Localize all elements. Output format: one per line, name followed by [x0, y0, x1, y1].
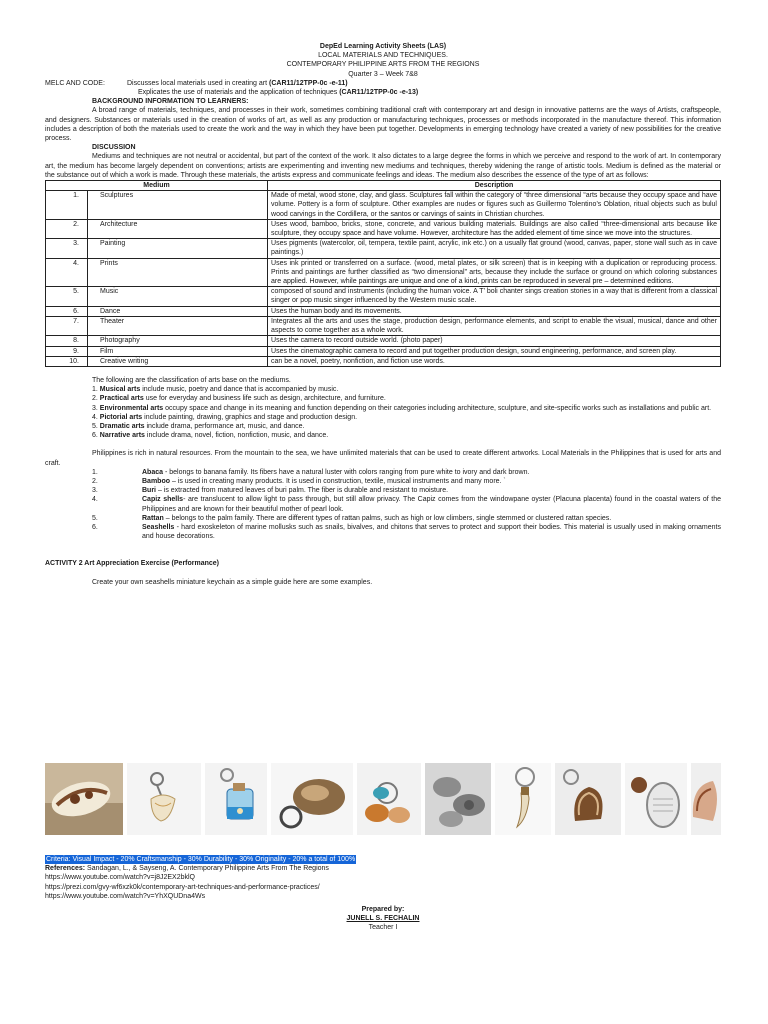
medium-name: Sculptures	[88, 191, 268, 220]
seashell-icon	[45, 763, 123, 835]
list-item	[45, 468, 721, 477]
table-row	[46, 306, 721, 316]
table-row	[46, 356, 721, 366]
subject-title: CONTEMPORARY PHILIPPINE ARTS FROM THE REGIONS	[286, 61, 480, 69]
medium-number: 10.	[46, 356, 88, 366]
reference-link[interactable]: https://www.youtube.com/watch?v=YhXQUDna4Ws	[45, 892, 206, 900]
preparer-name: JUNELL S. FECHALIN	[346, 915, 420, 923]
list-item	[45, 394, 721, 403]
item-number: 2.	[92, 477, 98, 485]
bottle-keychain-icon	[205, 763, 267, 835]
melc-row-2	[45, 88, 721, 97]
item-number: 4.	[92, 413, 98, 421]
medium-description: Uses the cinematographic camera to record and put together production design, sound engineering, performance, and screen play.	[268, 346, 721, 356]
classification-list	[45, 385, 721, 440]
melc-code-2: (CAR11/12TPP-0c -e-13)	[339, 89, 419, 97]
discussion-text: Mediums and techniques are not neutral or accidental, but part of the context of the work. It also dictates to a large degree the forms in which we perceive and respond to the work of art. In contemporary art, the medium has become largely dependent on conventions; artists are experimenting and inventing new mediums and techniques, thereby widening the range of artistic tools. Medium is defined as the material or the substance out of which a work is made. Through these materials, the artists express and communicate feelings and ideas. The medium also describes the essence of the type of art as follows:	[45, 153, 721, 179]
col-description-header: Description	[268, 181, 721, 191]
medium-name: Photography	[88, 336, 268, 346]
medium-number: 8.	[46, 336, 88, 346]
reference-link[interactable]: https://prezi.com/gvy-wf6xzk0k/contemporary-art-techniques-and-performance-practices/	[45, 883, 320, 891]
reference-link[interactable]: https://www.youtube.com/watch?v=j8J2EX2bklQ	[45, 874, 195, 882]
table-row	[46, 191, 721, 220]
item-text: include drama, performance art, music, and dance.	[144, 422, 305, 430]
footer-section	[45, 855, 721, 933]
medium-description: Uses pigments (watercolor, oil, tempera, textile paint, acrylic, ink etc.) on a usually flat ground (wood, canvas, paper, stone wall such as in cave paintings.)	[268, 239, 721, 258]
melc-code-1: (CAR11/12TPP-0c -e-11)	[269, 79, 348, 87]
item-term: Rattan	[142, 514, 164, 522]
table-row	[46, 316, 721, 335]
melc-item-2: Explicates the use of materials and the application of techniques	[138, 89, 340, 97]
item-text: - hard exoskeleton of marine mollusks such as snails, bivalves, and chitons that serves to protect and support their bodies. This material is usually used in making ornaments and house decorations.	[142, 523, 721, 541]
medium-description: Made of metal, wood stone, clay, and glass. Sculptures fall within the category of “three dimensional “arts because they occupy space and have volume. Pottery is a form of sculpture. Other examples are nudes or figures such as Guillermo Tolentino’s Oblation, ritual objects such as bulul wood carvings in the Cordillera, or the santos or carvings of saints in Christian churches.	[268, 191, 721, 220]
item-number: 4.	[92, 496, 98, 504]
medium-number: 5.	[46, 287, 88, 306]
item-text: occupy space and change in its meaning and function depending on their categories including architecture, sculpture, and site-specific works such as installations and public art.	[163, 404, 712, 412]
item-text: – is used in creating many products. It is used in construction, textile, musical instruments and many more. `	[170, 477, 506, 485]
medium-description: composed of sound and instruments (including the human voice. A T’ boli chanter sings creation stories in a way that is different from a classical singer or pop music singer influenced by the Western music scale.	[268, 287, 721, 306]
tooth-keychain-icon	[495, 763, 551, 835]
item-term: Buri	[142, 487, 156, 495]
item-number: 6.	[92, 523, 98, 531]
activity-title: ACTIVITY 2 Art Appreciation Exercise (Performance)	[45, 560, 220, 568]
references-label: References:	[45, 865, 86, 873]
medium-name: Painting	[88, 239, 268, 258]
table-header-row	[46, 181, 721, 191]
background-heading: BACKGROUND INFORMATION TO LEARNERS:	[92, 98, 249, 106]
item-term: Dramatic arts	[99, 422, 145, 430]
medium-number: 1.	[46, 191, 88, 220]
medium-number: 3.	[46, 239, 88, 258]
melc-item-1: Discusses local materials used in creating art	[127, 79, 270, 87]
item-term: Bamboo	[142, 477, 170, 485]
item-number: 1.	[92, 468, 98, 476]
col-medium-header: Medium	[46, 181, 268, 191]
activity-instruction: Create your own seashells miniature keychain as a simple guide here are some examples.	[92, 578, 373, 586]
shell-keychain-icon	[127, 763, 201, 835]
item-text: include music, poetry and dance that is accompanied by music.	[140, 386, 339, 394]
materials-intro: Philippines is rich in natural resources. From the mountain to the sea, we have unlimited materials that can be used to create different artworks. Local Materials in the Philippines that is used for arts and craft.	[45, 450, 721, 467]
table-row	[46, 287, 721, 306]
medium-description: can be a novel, poetry, nonfiction, and fiction use words.	[268, 356, 721, 366]
item-term: Environmental arts	[99, 404, 164, 412]
melc-row-1	[45, 79, 721, 88]
item-number: 3.	[92, 487, 98, 495]
item-number: 5.	[92, 422, 98, 430]
item-number: 2.	[92, 395, 98, 403]
item-term: Narrative arts	[99, 432, 145, 440]
medium-number: 4.	[46, 258, 88, 287]
medium-name: Creative writing	[88, 356, 268, 366]
medium-description: Uses the camera to record outside world. (photo paper)	[268, 336, 721, 346]
table-row	[46, 336, 721, 346]
list-item	[45, 477, 721, 486]
item-text: include painting, drawing, graphics and stage and production design.	[142, 413, 358, 421]
list-item	[45, 431, 721, 440]
list-item	[45, 404, 721, 413]
medium-name: Prints	[88, 258, 268, 287]
shell-keychain-icon	[357, 763, 421, 835]
snail-keychain-icon	[555, 763, 621, 835]
item-text: - are translucent to allow light to pass through, but still allow privacy. The Capiz comes from the windowpane oyster (Placuna placenta) found in the coastal waters of the Philippines and are known for their beautiful mother of pearl look.	[142, 496, 721, 513]
item-text: include drama, novel, fiction, nonfiction, music, and dance.	[144, 432, 329, 440]
list-item	[45, 413, 721, 422]
metal-keychain-icon	[425, 763, 491, 835]
background-text: A broad range of materials, techniques, and processes in their work, sometimes combining traditional craft with contemporary art and design in innovative patterns are the ways of Artists, craftspeople, and designers. Substances or materials used in the creation of works of art, as well as any production or manufacturing techniques, processes or methods incorporated in the manufacture thereof. This information includes a description of both the materials used to create the work and the way in which they have been put together. Developments in emerging technology have created a variety of new possibilities for the creative process.	[45, 107, 721, 143]
medium-name: Music	[88, 287, 268, 306]
medium-number: 6.	[46, 306, 88, 316]
table-row	[46, 346, 721, 356]
medium-name: Architecture	[88, 219, 268, 238]
melc-label: MELC AND CODE:	[45, 79, 105, 87]
medium-description: Uses wood, bamboo, bricks, stone, concrete, and various building materials. Buildings are also called “three-dimensional arts because like sculpture, they occupy space and have volume. However, architecture has the added element of time since we move into the structures.	[268, 219, 721, 238]
item-term: Practical arts	[99, 395, 144, 403]
item-term: Musical arts	[99, 386, 141, 394]
list-item	[45, 486, 721, 495]
item-text: use for everyday and business life such as design, architecture, and furniture.	[143, 395, 386, 403]
references-text: Sandagan, L., & Sayseng, A. Contemporary Philippine Arts From The Regions	[85, 865, 329, 873]
item-text: – is extracted from matured leaves of buri palm. The fiber is durable and resistant to moisture.	[156, 487, 449, 495]
medium-number: 9.	[46, 346, 88, 356]
medium-name: Dance	[88, 306, 268, 316]
document-title: DepEd Learning Activity Sheets (LAS)	[319, 43, 447, 50]
materials-list	[45, 468, 721, 542]
table-row	[46, 258, 721, 287]
criteria-text: Criteria: Visual Impact - 20% Craftsmanship - 30% Durability - 30% Originality - 20% a total of 100%	[46, 856, 356, 863]
item-number: 6.	[92, 432, 98, 440]
medium-description: Uses ink printed or transferred on a surface. (wood, metal plates, or silk screen) that is in keeping with a duplication or reproducing process. Prints and paintings are further classified as “two dimensional” arts, because they include the surface or ground on which coloring substances are applied. However, while paintings are unique and one of a kind, prints can be reproduced in several pre – determined editions.	[268, 258, 721, 287]
medium-description: Uses the human body and its movements.	[268, 306, 721, 316]
medium-table	[45, 180, 721, 367]
classification-intro: The following are the classification of arts base on the mediums.	[92, 376, 291, 384]
table-row	[46, 219, 721, 238]
item-term: Abaca	[142, 468, 164, 476]
list-item	[45, 495, 721, 513]
stone-keychain-icon	[271, 763, 353, 835]
item-term: Pictorial arts	[99, 413, 143, 421]
medium-number: 2.	[46, 219, 88, 238]
medium-number: 7.	[46, 316, 88, 335]
item-text: - belongs to banana family. Its fibers have a natural luster with colors ranging from pure white to ivory and dark brown.	[163, 468, 530, 476]
medium-name: Film	[88, 346, 268, 356]
list-item	[45, 422, 721, 431]
item-number: 5.	[92, 514, 98, 522]
table-row	[46, 239, 721, 258]
tag-keychain-icon	[625, 763, 687, 835]
medium-description: Integrates all the arts and uses the stage, production design, performance elements, and script to enable the visual, musical, dance and other aspects to come together as a whole work.	[268, 316, 721, 335]
item-number: 1.	[92, 386, 98, 394]
topic-title: LOCAL MATERIALS AND TECHNIQUES.	[318, 52, 448, 60]
item-number: 3.	[92, 404, 98, 412]
medium-name: Theater	[88, 316, 268, 335]
item-term: Seashells	[142, 523, 175, 531]
item-term: Capiz shells	[142, 496, 184, 504]
preparer-title: Teacher I	[368, 924, 398, 932]
keychain-gallery	[45, 763, 721, 835]
list-item	[45, 523, 721, 541]
list-item	[45, 385, 721, 394]
document-page	[45, 42, 721, 587]
list-item	[45, 514, 721, 523]
discussion-heading: DISCUSSION	[92, 144, 136, 152]
item-text: – belongs to the palm family. There are different types of rattan palms, such as high or low climbers, single stemmed or clustered rattan species.	[163, 514, 612, 522]
prepared-by-label: Prepared by:	[361, 906, 405, 914]
quarter-week: Quarter 3 – Week 7&8	[348, 70, 418, 78]
conch-keychain-icon	[691, 763, 721, 835]
